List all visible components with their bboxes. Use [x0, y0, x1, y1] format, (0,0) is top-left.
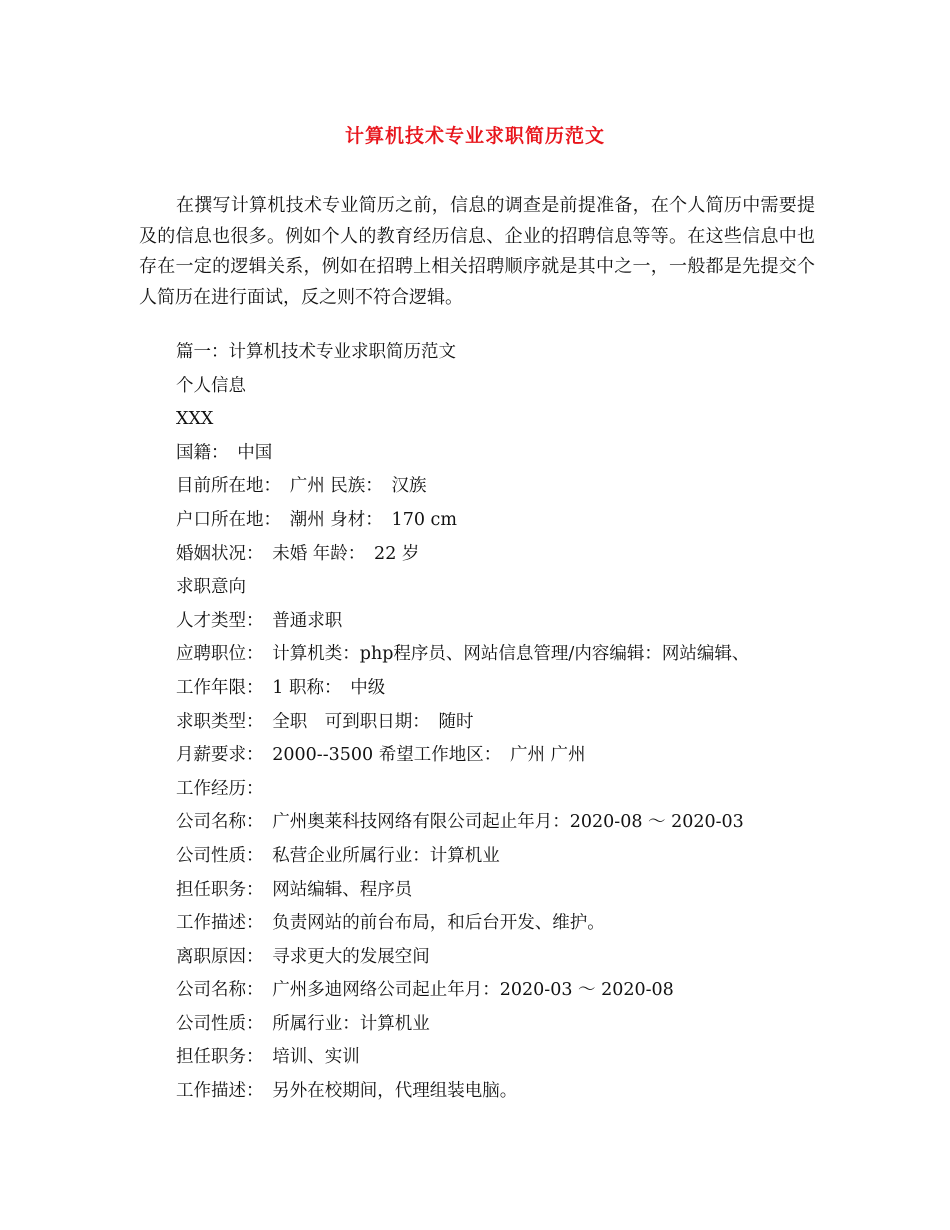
line-marital-age: 婚姻状况： 未婚 年龄： 22 岁 — [176, 543, 420, 564]
line-work-experience-heading: 工作经历： — [176, 778, 264, 799]
resume-lines — [176, 336, 836, 1109]
intro-paragraph: 在撰写计算机技术专业简历之前，信息的调查是前提准备，在个人简历中需要提及的信息也很多。例如个人的教育经历信息、企业的招聘信息等等。在这些信息中也存在一定的逻辑关系，例如在招聘上相关招聘顺序就是其中之一，一般都是先提交个人简历在进行面试，反之则不符合逻辑。 — [139, 195, 815, 308]
line-company-2-nature: 公司性质： 所属行业：计算机业 — [176, 1013, 430, 1034]
line-nationality: 国籍： 中国 — [176, 442, 273, 463]
line-job-type-start: 求职类型： 全职 可到职日期： 随时 — [176, 711, 474, 732]
line-name: XXX — [176, 409, 214, 430]
line-location-ethnicity: 目前所在地： 广州 民族： 汉族 — [176, 476, 427, 497]
line-company-2-role: 担任职务： 培训、实训 — [176, 1047, 360, 1068]
line-company-1-name: 公司名称： 广州奥莱科技网络有限公司起止年月：2020-08 ～ 2020-03 — [176, 812, 744, 833]
line-article-heading: 篇一：计算机技术专业求职简历范文 — [176, 342, 456, 362]
line-job-intention-heading: 求职意向 — [176, 577, 246, 598]
line-salary-area: 月薪要求： 2000--3500 希望工作地区： 广州 广州 — [176, 745, 586, 766]
line-personal-info-heading: 个人信息 — [176, 375, 246, 396]
line-company-1-leave-reason: 离职原因： 寻求更大的发展空间 — [176, 946, 430, 967]
line-company-2-description: 工作描述： 另外在校期间，代理组装电脑。 — [176, 1081, 518, 1102]
line-company-1-description: 工作描述： 负责网站的前台布局，和后台开发、维护。 — [176, 913, 605, 934]
line-company-1-nature: 公司性质： 私营企业所属行业：计算机业 — [176, 845, 500, 866]
document-title: 计算机技术专业求职简历范文 — [344, 125, 605, 147]
line-company-1-role: 担任职务： 网站编辑、程序员 — [176, 879, 413, 900]
line-years-title: 工作年限： 1 职称： 中级 — [176, 677, 386, 698]
line-applied-position: 应聘职位： 计算机类：php程序员、网站信息管理/内容编辑：网站编辑、 — [176, 644, 750, 665]
line-hukou-height: 户口所在地： 潮州 身材： 170 cm — [176, 509, 457, 530]
line-talent-type: 人才类型： 普通求职 — [176, 610, 343, 631]
line-company-2-name: 公司名称： 广州多迪网络公司起止年月：2020-03 ～ 2020-08 — [176, 980, 674, 1001]
